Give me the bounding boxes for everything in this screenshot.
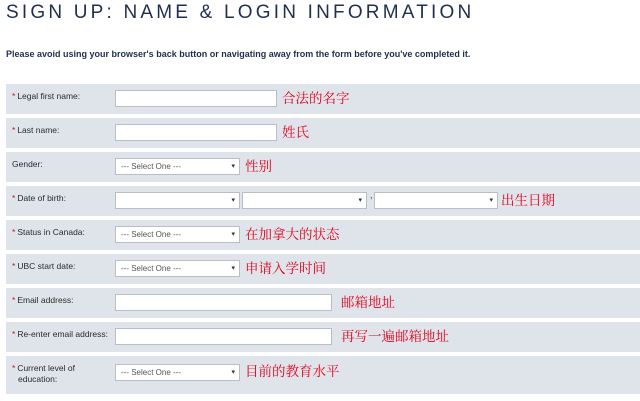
dob-month-select[interactable] [115, 192, 240, 209]
gender-label: Gender: [12, 159, 43, 169]
dob-year-select[interactable] [374, 192, 498, 209]
required-mark: * [12, 295, 16, 305]
start-date-label: * UBC start date: [12, 261, 76, 271]
required-mark: * [12, 261, 16, 271]
dob-day-select[interactable] [242, 192, 367, 209]
form-row-status [6, 220, 640, 250]
start-date-select[interactable] [115, 260, 240, 277]
required-mark: * [12, 193, 16, 203]
status-label: * Status in Canada: [12, 227, 85, 237]
form-row-last-name [6, 118, 640, 148]
email-input[interactable] [115, 294, 332, 311]
form-row-gender [6, 152, 640, 182]
form-row-email-confirm [6, 322, 640, 352]
chevron-down-icon: ▾ [489, 197, 493, 204]
form-row-start-date [6, 254, 640, 284]
required-mark: * [12, 91, 16, 101]
education-label: * Current level of education: [12, 363, 75, 384]
form-row-email [6, 288, 640, 318]
dob-label: * Date of birth: [12, 193, 66, 203]
form-row-date-of-birth [6, 186, 640, 216]
education-select[interactable] [115, 364, 240, 381]
required-mark: * [12, 329, 16, 339]
chevron-down-icon: ▾ [358, 197, 362, 204]
start-date-annotation: 申请入学时间 [245, 261, 326, 277]
navigation-notice: Please avoid using your browser's back button or navigating away from the form before you've completed it. [6, 49, 471, 59]
education-annotation: 目前的教育水平 [245, 364, 340, 380]
page-title: SIGN UP: NAME & LOGIN INFORMATION [6, 2, 475, 23]
required-mark: * [12, 227, 16, 237]
form-row-first-name [6, 84, 640, 114]
status-annotation: 在加拿大的状态 [245, 227, 340, 243]
last-name-input[interactable] [115, 124, 277, 141]
chevron-down-icon: ▾ [231, 163, 235, 170]
education-select-value: --- Select One --- [121, 368, 182, 377]
status-select[interactable] [115, 226, 240, 243]
chevron-down-icon: ▾ [231, 369, 235, 376]
required-mark: * [12, 125, 16, 135]
dob-separator: , [370, 190, 373, 200]
first-name-annotation: 合法的名字 [282, 91, 350, 107]
last-name-label: * Last name: [12, 125, 60, 135]
last-name-annotation: 姓氏 [282, 125, 309, 141]
required-mark: * [12, 363, 16, 373]
start-date-select-value: --- Select One --- [121, 264, 182, 273]
first-name-input[interactable] [115, 90, 277, 107]
chevron-down-icon: ▾ [231, 231, 235, 238]
gender-select-value: --- Select One --- [121, 162, 182, 171]
form-row-education [6, 356, 640, 394]
chevron-down-icon: ▾ [231, 265, 235, 272]
gender-select[interactable] [115, 158, 240, 175]
chevron-down-icon: ▾ [231, 197, 235, 204]
email-label: * Email address: [12, 295, 74, 305]
email-annotation: 邮箱地址 [341, 295, 395, 311]
email-confirm-label: * Re-enter email address: [12, 329, 109, 339]
email-confirm-annotation: 再写一遍邮箱地址 [341, 329, 449, 345]
email-confirm-input[interactable] [115, 328, 332, 345]
gender-annotation: 性别 [245, 159, 272, 175]
first-name-label: * Legal first name: [12, 91, 81, 101]
dob-annotation: 出生日期 [501, 193, 555, 209]
status-select-value: --- Select One --- [121, 230, 182, 239]
